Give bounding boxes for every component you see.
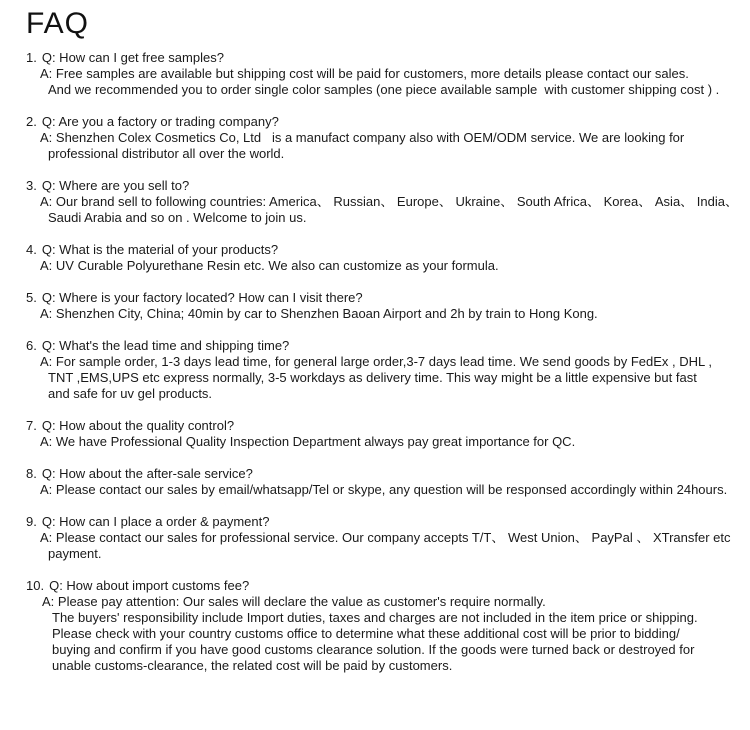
question-text: Q: How about the quality control? (41, 418, 235, 433)
answer-line: A: Free samples are available but shipping cost will be paid for customers, more details please contact our sales. (40, 66, 689, 81)
faq-item (26, 242, 748, 274)
answer-line: A: UV Curable Polyurethane Resin etc. We also can customize as your formula. (40, 258, 499, 273)
answer-line: A: Please pay attention: Our sales will declare the value as customer's require normally. (42, 594, 546, 609)
answer-line: A: Shenzhen City, China; 40min by car to Shenzhen Baoan Airport and 2h by train to Hong Kong. (40, 306, 598, 321)
answer-line: Please check with your country customs office to determine what these additional cost will be prior to bidding/ (52, 626, 680, 641)
faq-item (26, 338, 748, 402)
answer-line: A: Please contact our sales by email/whatsapp/Tel or skype, any question will be responsed accordingly within 24hours. (40, 482, 728, 497)
answer-line: A: For sample order, 1-3 days lead time, for general large order,3-7 days lead time. We send goods by FedEx , DHL , (40, 354, 713, 369)
question-text: Q: How can I place a order & payment? (41, 514, 270, 529)
faq-item (26, 178, 748, 226)
question-text: Q: Are you a factory or trading company? (41, 114, 279, 129)
faq-item (26, 50, 748, 98)
answer-line: Saudi Arabia and so on . Welcome to join us. (48, 210, 307, 225)
faq-item (26, 514, 748, 562)
answer-line: professional distributor all over the world. (48, 146, 285, 161)
question-line (26, 178, 748, 194)
question-line (26, 290, 748, 306)
item-number: 9. (26, 514, 37, 529)
question-line (26, 242, 748, 258)
question-text: Q: What is the material of your products? (41, 242, 279, 257)
answer-line: A: Please contact our sales for professional service. Our company accepts T/T、 West Union、 PayPal 、 XTransfer etc (40, 530, 731, 545)
answer-line: TNT ,EMS,UPS etc express normally, 3-5 workdays as delivery time. This way might be a little expensive but fast (48, 370, 697, 385)
item-number: 8. (26, 466, 37, 481)
answer-line: A: Our brand sell to following countries: America、 Russian、 Europe、 Ukraine、 South Africa、 Korea、 Asia、 India、 (40, 194, 738, 209)
item-number: 5. (26, 290, 37, 305)
faq-item (26, 114, 748, 162)
answer-line: unable customs-clearance, the related cost will be paid by customers. (52, 658, 453, 673)
answer-line: A: We have Professional Quality Inspection Department always pay great importance for QC. (40, 434, 576, 449)
question-text: Q: How about the after-sale service? (41, 466, 253, 481)
question-line (26, 578, 748, 594)
question-line (26, 114, 748, 130)
faq-item (26, 466, 748, 498)
question-text: Q: Where is your factory located? How can I visit there? (41, 290, 363, 305)
faq-item (26, 418, 748, 450)
item-number: 7. (26, 418, 37, 433)
answer-line: The buyers' responsibility include Import duties, taxes and charges are not included in the item price or shipping. (52, 610, 698, 625)
question-text: Q: How can I get free samples? (41, 50, 224, 65)
item-number: 2. (26, 114, 37, 129)
question-text: Q: How about import customs fee? (49, 578, 250, 593)
question-text: Q: What's the lead time and shipping time? (41, 338, 290, 353)
faq-item (26, 578, 748, 674)
question-line (26, 338, 748, 354)
item-number: 4. (26, 242, 37, 257)
answer-line: buying and confirm if you have good customs clearance solution. If the goods were turned back or destroyed for (52, 642, 695, 657)
question-line (26, 50, 748, 66)
page-title: FAQ (26, 7, 90, 40)
question-line (26, 466, 748, 482)
item-number: 6. (26, 338, 37, 353)
answer-line: and safe for uv gel products. (48, 386, 213, 401)
faq-item (26, 290, 748, 322)
answer-line: payment. (48, 546, 102, 561)
item-number: 1. (26, 50, 37, 65)
question-line (26, 418, 748, 434)
question-text: Q: Where are you sell to? (41, 178, 190, 193)
item-number: 3. (26, 178, 37, 193)
item-number: 10. (26, 578, 45, 593)
answer-line: And we recommended you to order single color samples (one piece available sample with customer shipping cost ) . (48, 82, 720, 97)
question-line (26, 514, 748, 530)
answer-line: A: Shenzhen Colex Cosmetics Co, Ltd is a manufact company also with OEM/ODM service. We are looking for (40, 130, 685, 145)
